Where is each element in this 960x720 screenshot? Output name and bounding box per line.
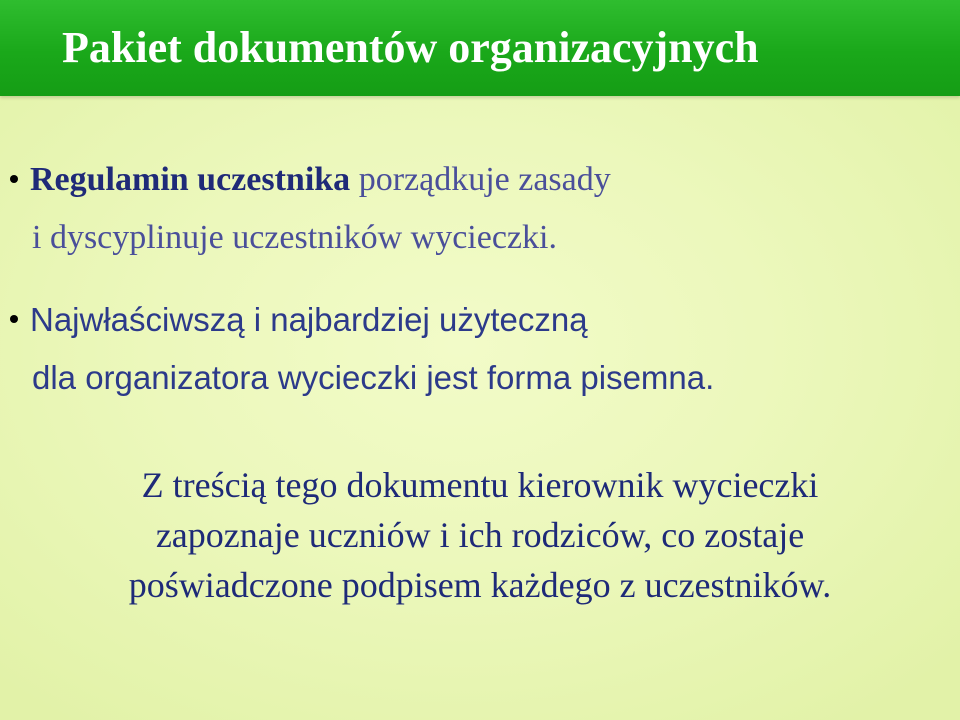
title-bar <box>0 0 960 96</box>
bullet-continuation: dla organizatora wycieczki jest forma pisemna. <box>32 359 715 396</box>
bullet-text: porządkuje zasady <box>350 161 611 198</box>
bullet-line <box>10 291 940 349</box>
paragraph-line: zapoznaje uczniów i ich rodziców, co zostaje <box>155 515 805 555</box>
paragraph-line: poświadczone podpisem każdego z uczestników. <box>128 565 832 605</box>
summary-paragraph <box>30 460 930 610</box>
bullet-continuation: i dyscyplinuje uczestników wycieczki. <box>32 219 557 256</box>
bullet-text: Najwłaściwszą i najbardziej użyteczną <box>30 301 588 338</box>
bullet-forma-pisemna <box>10 291 940 407</box>
bullet-line <box>10 151 940 209</box>
bullet-bold-text: Regulamin uczestnika <box>30 161 351 198</box>
bullet-dot-icon <box>10 175 18 183</box>
bullet-regulamin <box>10 151 940 267</box>
paragraph-line: Z treścią tego dokumentu kierownik wycieczki <box>141 465 819 505</box>
slide-title: Pakiet dokumentów organizacyjnych <box>62 23 759 72</box>
bullet-dot-icon <box>10 315 18 323</box>
